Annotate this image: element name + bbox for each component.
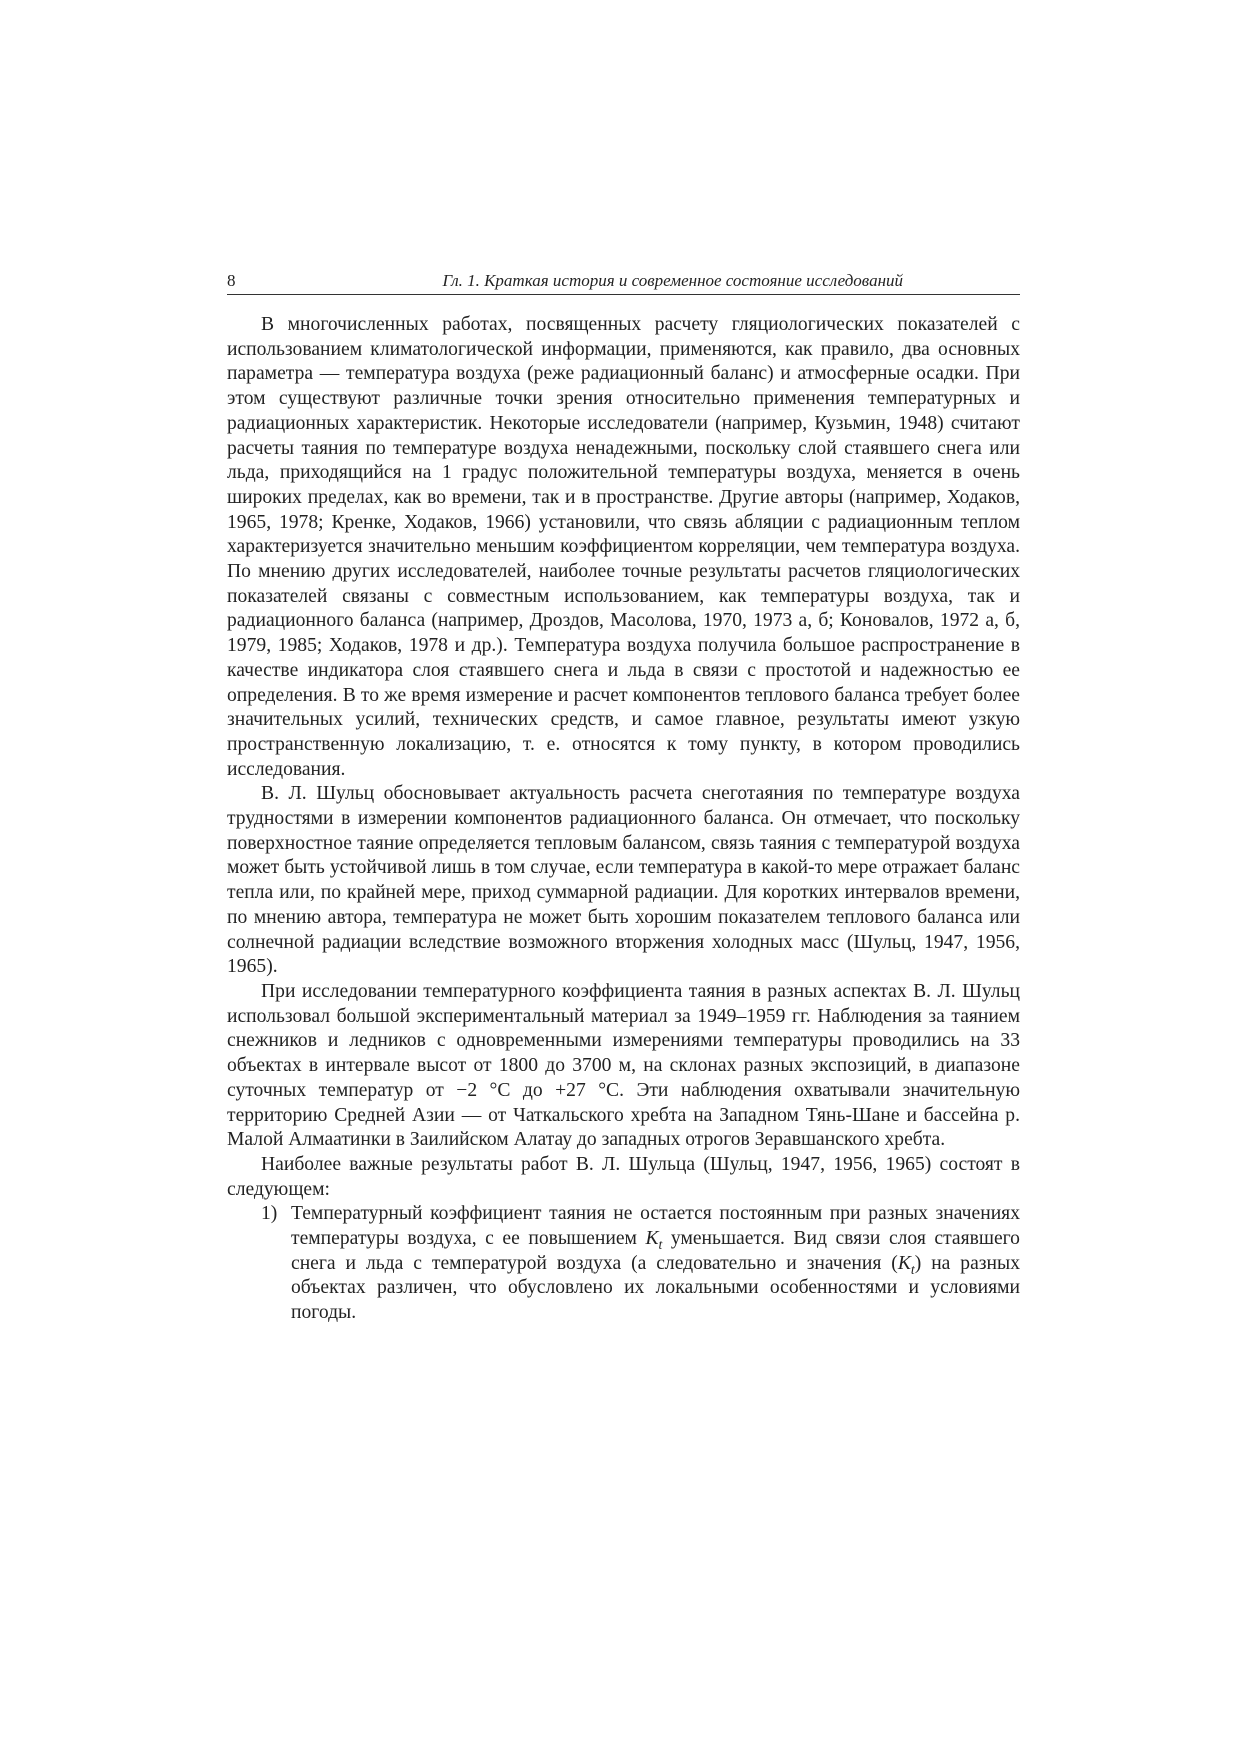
chapter-title: Гл. 1. Краткая история и современное состояние исследований — [442, 271, 903, 290]
results-list — [227, 1202, 1020, 1326]
paragraph-4: Наиболее важные результаты работ В. Л. Шульца (Шульц, 1947, 1956, 1965) состоят в следующем: — [227, 1153, 1020, 1200]
page — [227, 268, 1020, 1326]
paragraph-3: При исследовании температурного коэффициента таяния в разных аспектах В. Л. Шульц использовал большой экспериментальный материал за 1949–1959 гг. Наблюдения за таянием снежников и ледников с одновременными измерениями температуры проводились на 33 объектах в интервале высот от 1800 до 3700 м, на склонах разных экспозиций, в диапазоне суточных температур от −2 °C до +27 °C. Эти наблюдения охватывали значительную территорию Средней Азии — от Чаткальского хребта на Западном Тянь-Шане и бассейна р. Малой Алмаатинки в Заилийском Алатау до западных отрогов Зеравшанского хребта. — [227, 980, 1020, 1151]
list-text-part: ) на разных объектах различен, что обусловлено их локальными особенностями и условиями погоды. — [291, 1252, 1020, 1324]
math-symbol: K — [897, 1252, 911, 1274]
list-item: 1) Температурный коэффициент таяния не остается постоянным при разных значениях температуры воздуха, с ее повышением $K_t$ уменьшается. Вид связи слоя стаявшего снега и льда с температурой воздуха (а следовательно и значения $(K_t)$ на разных объектах различен, что обусловлено их локальными особенностями и условиями погоды. — [261, 1203, 1020, 1324]
paragraph-1: В многочисленных работах, посвященных расчету гляциологических показателей с использованием климатологической информации, применяются, как правило, два основных параметра — температура воздуха (реже радиационный баланс) и атмосферные осадки. При этом существуют различные точки зрения относительно применения температурных и радиационных характеристик. Некоторые исследователи (например, Кузьмин, 1948) считают расчеты таяния по температуре воздуха ненадежными, поскольку слой стаявшего снега или льда, приходящийся на 1 градус положительной температуры воздуха, меняется в очень широких пределах, как во времени, так и в пространстве. Другие авторы (например, Ходаков, 1965, 1978; Кренке, Ходаков, 1966) установили, что связь абляции с радиационным теплом характеризуется значительно меньшим коэффициентом корреляции, чем температура воздуха. По мнению других исследователей, наиболее точные результаты расчетов гляциологических показателей связаны с совместным использованием, как температуры воздуха, так и радиационного баланса (например, Дроздов, Масолова, 1970, 1973 а, б; Коновалов, 1972 а, б, 1979, 1985; Ходаков, 1978 и др.). Температура воздуха получила большое распространение в качестве индикатора слоя стаявшего снега и льда в связи с простотой и надежностью ее определения. В то же время измерение и расчет компонентов теплового баланса требует более значительных усилий, технических средств, и самое главное, результаты имеют узкую пространственную локализацию, т. е. относятся к тому пункту, в котором проводились исследования. — [227, 314, 1020, 780]
math-symbol-kt — [897, 1252, 915, 1277]
list-text-part: уменьшается. Вид связи слоя стаявшего снега и льда с температурой воздуха (а следовательно и значения — [291, 1228, 1020, 1274]
page-number: 8 — [227, 271, 236, 290]
list-text-part: Температурный коэффициент таяния не остается постоянным при разных значениях температуры воздуха, с ее повышением — [291, 1203, 1020, 1250]
body-text — [227, 313, 1020, 1326]
math-symbol-kt — [645, 1228, 663, 1252]
math-subscript: t — [910, 1261, 915, 1277]
math-symbol: K — [645, 1228, 659, 1250]
list-marker: 1) — [261, 1203, 278, 1225]
math-subscript: t — [658, 1236, 663, 1252]
paragraph-2: В. Л. Шульц обосновывает актуальность расчета снеготаяния по температуре воздуха трудностями в измерении компонентов радиационного баланса. Он отмечает, что поскольку поверхностное таяние определяется тепловым балансом, связь таяния с температурой воздуха может быть устойчивой лишь в том случае, если температура в какой-то мере отражает баланс тепла или, по крайней мере, приход суммарной радиации. Для коротких интервалов времени, по мнению автора, температура не может быть хорошим показателем теплового баланса или солнечной радиации вследствие возможного вторжения холодных масс (Шульц, 1947, 1956, 1965). — [227, 783, 1020, 978]
running-head — [227, 268, 1020, 295]
